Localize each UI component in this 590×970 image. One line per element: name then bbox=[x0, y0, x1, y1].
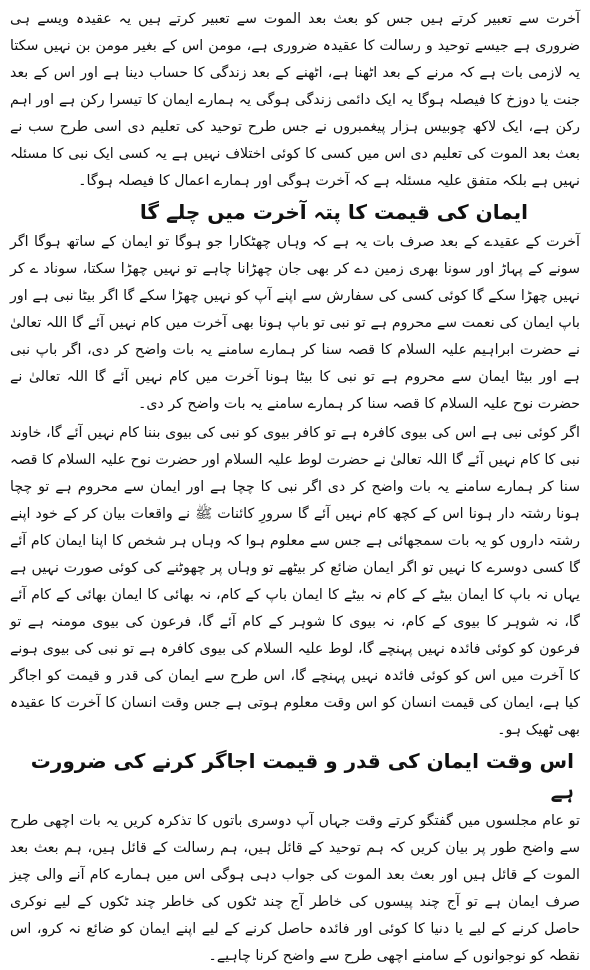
heading-need-to-highlight-iman: اس وقت ایمان کی قدر و قیمت اجاگر کرنے کی ضرورت ہے bbox=[30, 749, 574, 803]
paragraph-relations-no-benefit: اگر کوئی نبی ہے اس کی بیوی کافرہ ہے تو کافر بیوی کو نبی کی بیوی بننا کام نہیں آئے گا، خاوند نبی کا کام نہیں آئے گا اللہ تعالیٰ نے حضرت لوط علیہ السلام اور حضرت نوح علیہ السلام کا قصہ سنا کر ہمارے سامنے یہ بات واضح کر دی اگر نبی کا چچا ہے اور ایمان سے محروم ہے تو چچا ہونا رشتہ دار ہونا اس کے کچھ کام نہیں آئے گا سرورِ کائنات ﷺ نے واقعات بیان کر کے خود اپنے رشتہ داروں کو یہ بات سمجھائی ہے جس سے معلوم ہوا کہ وہاں ہر شخص کا اپنا ایمان کام آئے گا کسی دوسرے کا نہیں تو اگر ایمان ضائع کر بیٹھے تو وہاں پر چھوٹنے کی کوئی صورت نہیں ہے یہاں نہ باپ کا ایمان بیٹے کے کام نہ بیٹے کا ایمان باپ کے کام، نہ بھائی کا ایمان بھائی کے کام آئے گا، نہ شوہر کا بیوی کے کام، نہ بیوی کا شوہر کے کام آئے گا، فرعون کی بیوی مومنہ ہے تو فرعون کو کوئی فائدہ نہیں پہنچے گا، لوط علیہ السلام کی بیوی کافرہ ہے تو نبی کی بیوی ہونے کا آخرت میں اس کو کوئی فائدہ نہیں پہنچے گا، اس طرح سے ایمان کی قدر و قیمت کو اجاگر کیا ہے، ایمان کی قیمت انسان کو اس وقت معلوم ہوتی ہے جس وقت انسان کا آخرت کا عقیدہ بھی ٹھیک ہو۔ bbox=[10, 425, 580, 738]
paragraph-akhirat-belief: آخرت سے تعبیر کرتے ہیں جس کو بعث بعد الموت سے تعبیر کرتے ہیں یہ عقیدہ ویسے ہی ضروری ہے جیسے توحید و رسالت کا عقیدہ ضروری ہے، مومن اس کے بغیر مومن بن نہیں سکتا یہ لازمی بات ہے کہ مرنے کے بعد اٹھنا ہے، اٹھنے کے بعد زندگی کا حساب دینا ہے اور اس کے بعد جنت یا دوزخ کا فیصلہ ہوگا یہ ایک دائمی زندگی ہوگی یہ ہمارے ایمان کا تیسرا رکن ہے اور اہم رکن ہے، ایک لاکھ چوبیس ہزار پیغمبروں نے جس طرح توحید کی تعلیم دی اسی طرح سب نے بعث بعد الموت کی تعلیم دی اس میں کسی کا کوئی اختلاف نہیں ہے یہ کسی ایک نبی کا مسئلہ نہیں ہے بلکہ متفق علیہ مسئلہ ہے کہ آخرت ہوگی اور ہمارے اعمال کا فیصلہ ہوگا۔ bbox=[10, 11, 580, 189]
paragraph-gatherings-advice: تو عام مجلسوں میں گفتگو کرتے وقت جہاں آپ دوسری باتوں کا تذکرہ کریں یہ بات اچھی طرح سے واضح طور پر بیان کریں کہ ہم توحید کے قائل ہیں، ہم رسالت کے قائل ہیں، ہم بعث بعد الموت کے قائل ہیں اور بعث بعد الموت کی جواب دہی ہوگی اس میں ہمارے کام آنے والی چیز صرف ایمان ہے تو آج چند پیسوں کی خاطر آج چند ٹکوں کی خاطر چند ٹکوں کے لیے نوکری حاصل کرنے کے لیے یا دنیا کا کوئی اور فائدہ حاصل کرنے کے لیے اپنے ایمان کو ضائع نہ کرو، اس نقطہ کو نوجوانوں کے سامنے اچھی طرح سے واضح کرنا چاہیے۔ bbox=[10, 813, 580, 964]
paragraph-salvation-through-iman: آخرت کے عقیدے کے بعد صرف بات یہ ہے کہ وہاں چھٹکارا جو ہوگا تو ایمان کے ساتھ ہوگا اگر سونے کے پہاڑ اور سونا بھری زمین دے کر بھی جان چھڑانا چاہے تو نہیں چھڑا سکتا، سوناد ے کر نہیں چھڑا سکے گا کوئی کسی کی سفارش سے اپنے آپ کو نہیں چھڑا سکے گا اگر بیٹا نبی ہے اور باپ ایمان کی نعمت سے محروم ہے تو نبی تو باپ ہونا بھی آخرت میں کام نہیں آئے گا اللہ تعالیٰ نے حضرت ابراہیم علیہ السلام کا قصہ سنا کر ہمارے سامنے یہ بات واضح کر دی، اگر باپ نبی ہے اور بیٹا ایمان سے محروم ہے تو نبی کا بیٹا ہونا آخرت میں کام نہیں آئے گا اللہ تعالیٰ نے حضرت نوح علیہ السلام کا قصہ سنا کر ہمارے سامنے یہ بات واضح کر دی۔ bbox=[10, 234, 580, 412]
heading-value-of-iman: ایمان کی قیمت کا پتہ آخرت میں چلے گا bbox=[139, 200, 528, 224]
